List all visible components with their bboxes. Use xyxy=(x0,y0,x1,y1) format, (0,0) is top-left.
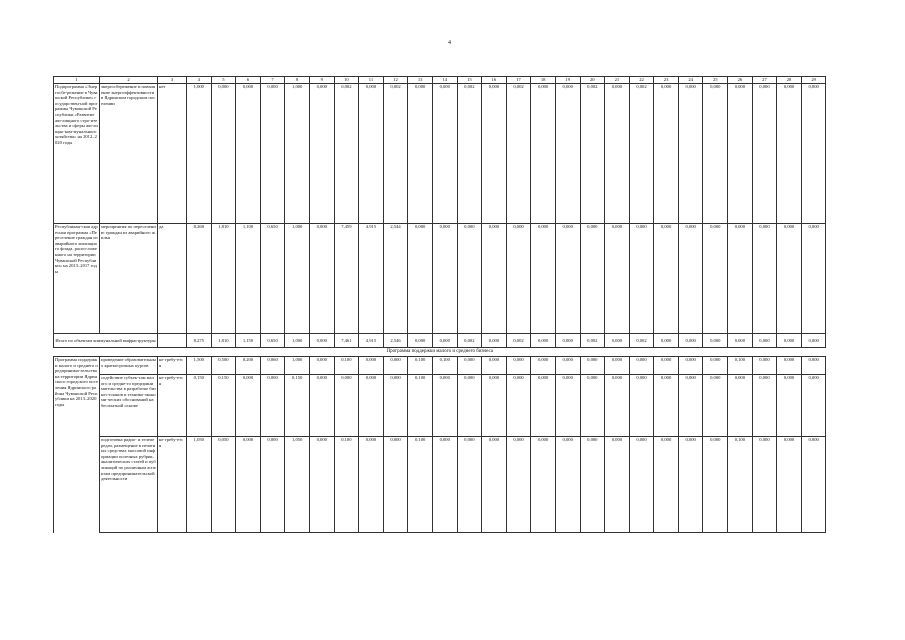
value-cell: 0,000 xyxy=(703,437,728,533)
value-cell: 0,000 xyxy=(506,375,531,437)
value-cell: 0,000 xyxy=(654,437,679,533)
value-cell: 1,000 xyxy=(187,84,212,224)
value-cell: 0,000 xyxy=(457,224,482,334)
value-cell: 0,000 xyxy=(506,437,531,533)
column-number: 14 xyxy=(432,77,457,84)
value-cell: 0,000 xyxy=(777,334,802,348)
value-cell: 1,810 xyxy=(211,224,236,334)
value-cell: 0,000 xyxy=(531,437,556,533)
value-cell: 0,000 xyxy=(605,334,630,348)
value-cell: 0,000 xyxy=(383,357,408,375)
activity-cell: проведение образовательных краткосрочных курсов xyxy=(100,357,158,375)
column-number: 23 xyxy=(654,77,679,84)
value-cell: 2,546 xyxy=(383,334,408,348)
value-cell: 0,002 xyxy=(457,84,482,224)
flag-cell: не требу-ется xyxy=(158,357,187,375)
value-cell: 0,000 xyxy=(236,437,261,533)
activity-cell: энергосбережение и повышение энергоэффективности в Ядринском городском поселении xyxy=(100,84,158,224)
value-cell: 0,000 xyxy=(752,84,777,224)
column-number: 2 xyxy=(100,77,158,84)
value-cell: 0,500 xyxy=(211,357,236,375)
value-cell: 0,002 xyxy=(629,84,654,224)
value-cell: 0,002 xyxy=(383,84,408,224)
value-cell: 0,000 xyxy=(752,357,777,375)
value-cell: 0,000 xyxy=(432,375,457,437)
value-cell: 0,000 xyxy=(654,84,679,224)
value-cell: 0,000 xyxy=(703,224,728,334)
value-cell: 0,000 xyxy=(555,224,580,334)
column-number: 26 xyxy=(728,77,753,84)
value-cell: 0,000 xyxy=(309,334,334,348)
value-cell: 0,000 xyxy=(801,357,826,375)
value-cell: 0,100 xyxy=(432,357,457,375)
value-cell: 0,000 xyxy=(678,84,703,224)
value-cell: 0,000 xyxy=(482,357,507,375)
value-cell: 0,000 xyxy=(580,357,605,375)
value-cell: 0,000 xyxy=(555,437,580,533)
value-cell: 0,000 xyxy=(482,224,507,334)
page-number: 4 xyxy=(448,40,451,46)
value-cell: 0,000 xyxy=(728,375,753,437)
value-cell: 7,459 xyxy=(334,224,359,334)
value-cell: 7,461 xyxy=(334,334,359,348)
value-cell: 0,100 xyxy=(334,437,359,533)
value-cell: 0,000 xyxy=(801,437,826,533)
value-cell: 2,544 xyxy=(383,224,408,334)
value-cell: 0,000 xyxy=(457,375,482,437)
value-cell: 0,000 xyxy=(728,224,753,334)
value-cell: 0,000 xyxy=(408,334,433,348)
value-cell: 0,000 xyxy=(555,375,580,437)
value-cell: 0,000 xyxy=(654,375,679,437)
value-cell: 0,000 xyxy=(260,437,285,533)
value-cell: 0,150 xyxy=(285,375,310,437)
value-cell: 0,150 xyxy=(187,375,212,437)
value-cell: 0,000 xyxy=(383,375,408,437)
value-cell: 1,500 xyxy=(187,357,212,375)
investment-table xyxy=(53,76,826,533)
value-cell: 0,000 xyxy=(605,375,630,437)
value-cell: 0,000 xyxy=(654,224,679,334)
value-cell: 0,000 xyxy=(359,84,384,224)
table-row xyxy=(54,224,826,334)
value-cell: 0,000 xyxy=(678,375,703,437)
value-cell: 0,000 xyxy=(629,437,654,533)
value-cell: 0,000 xyxy=(432,224,457,334)
value-cell: 0,000 xyxy=(629,357,654,375)
value-cell: 0,060 xyxy=(260,357,285,375)
value-cell: 0,100 xyxy=(408,357,433,375)
value-cell: 1,000 xyxy=(285,84,310,224)
program-name-cell: Республикан-ская адресная программа «Переселение граждан из аварийного жилищного фонда, распо-ложенного на территории Чувашской Республики» на 2013–2017 годы xyxy=(54,224,100,334)
value-cell: 0,002 xyxy=(334,84,359,224)
column-number: 5 xyxy=(211,77,236,84)
value-cell: 0,000 xyxy=(309,437,334,533)
value-cell: 0,002 xyxy=(506,334,531,348)
value-cell: 0,000 xyxy=(236,84,261,224)
value-cell: 0,050 xyxy=(211,437,236,533)
value-cell: 1,150 xyxy=(236,334,261,348)
value-cell: 0,000 xyxy=(752,224,777,334)
value-cell: 0,000 xyxy=(383,437,408,533)
value-cell: 0,000 xyxy=(605,437,630,533)
value-cell: 0,002 xyxy=(580,334,605,348)
value-cell: 0,000 xyxy=(211,84,236,224)
value-cell: 0,000 xyxy=(728,334,753,348)
value-cell: 0,000 xyxy=(654,334,679,348)
value-cell: 8,268 xyxy=(187,224,212,334)
activity-cell: содействие субъек-там малого и средне-го предпринимательства в разработке бизнес-планов и технико-экономи-ческих обоснований на бесплатной основе xyxy=(100,375,158,437)
value-cell: 0,000 xyxy=(678,224,703,334)
flag-cell: да xyxy=(158,224,187,334)
value-cell: 0,000 xyxy=(309,375,334,437)
column-number: 11 xyxy=(359,77,384,84)
value-cell: 0,100 xyxy=(408,375,433,437)
value-cell: 0,100 xyxy=(408,437,433,533)
activity-cell: мероприятия по переселению граждан из аварийного жилья xyxy=(100,224,158,334)
column-number: 24 xyxy=(678,77,703,84)
program-name-cell: Подпрограмма «Энергосбе-режение в Чувашской Республике» государствен-ной программы Чувашской Республики «Развитие жи-лищного стро-ительства и сферы жи-лищно-ком-мунального хозяйства» на 2012–2020 годы xyxy=(54,84,100,224)
flag-cell: не требу-ется xyxy=(158,437,187,533)
value-cell: 0,000 xyxy=(728,84,753,224)
value-cell: 1,810 xyxy=(211,334,236,348)
value-cell: 1,000 xyxy=(285,357,310,375)
column-number: 1 xyxy=(54,77,100,84)
value-cell: 0,002 xyxy=(457,334,482,348)
column-number: 27 xyxy=(752,77,777,84)
column-number: 18 xyxy=(531,77,556,84)
value-cell: 0,002 xyxy=(506,84,531,224)
column-number: 13 xyxy=(408,77,433,84)
column-number: 8 xyxy=(285,77,310,84)
value-cell: 0,000 xyxy=(260,84,285,224)
column-number: 10 xyxy=(334,77,359,84)
empty-cell xyxy=(158,334,187,348)
value-cell: 0,000 xyxy=(605,357,630,375)
value-cell: 0,000 xyxy=(801,334,826,348)
value-cell: 0,000 xyxy=(777,437,802,533)
value-cell: 0,000 xyxy=(506,357,531,375)
value-cell: 0,000 xyxy=(531,84,556,224)
table-row xyxy=(54,375,826,437)
value-cell: 0,200 xyxy=(236,357,261,375)
column-number: 19 xyxy=(555,77,580,84)
value-cell: 0,000 xyxy=(482,84,507,224)
value-cell: 0,000 xyxy=(359,437,384,533)
value-cell: 0,000 xyxy=(703,357,728,375)
value-cell: 0,000 xyxy=(432,334,457,348)
table-row xyxy=(54,357,826,375)
column-number: 16 xyxy=(482,77,507,84)
value-cell: 4,915 xyxy=(359,334,384,348)
value-cell: 0,000 xyxy=(531,334,556,348)
value-cell: 0,000 xyxy=(703,84,728,224)
value-cell: 0,000 xyxy=(260,375,285,437)
value-cell: 0,000 xyxy=(629,224,654,334)
value-cell: 0,000 xyxy=(531,224,556,334)
value-cell: 0,000 xyxy=(752,437,777,533)
value-cell: 0,000 xyxy=(457,357,482,375)
table-row xyxy=(54,437,826,533)
column-number: 29 xyxy=(801,77,826,84)
value-cell: 0,650 xyxy=(260,334,285,348)
column-number: 12 xyxy=(383,77,408,84)
value-cell: 0,000 xyxy=(605,224,630,334)
program-name-cell: Программа поддержки малого и среднего предпринима-тельства на территории Ядринского городского поселения Ядринского района Чувашской Республики на 2013–2020 годы xyxy=(54,357,100,533)
value-cell: 0,000 xyxy=(580,224,605,334)
activity-cell: подготовка радио- и телепередач, размещение в печатных средствах массовой информации полезных рубрик, аналитических статей и публикаций по различным аспектам предпринимательской деятельности xyxy=(100,437,158,533)
value-cell: 0,000 xyxy=(801,84,826,224)
value-cell: 0,650 xyxy=(260,224,285,334)
value-cell: 4,915 xyxy=(359,224,384,334)
value-cell: 0,000 xyxy=(752,334,777,348)
value-cell: 0,100 xyxy=(334,357,359,375)
value-cell: 0,000 xyxy=(482,334,507,348)
value-cell: 0,000 xyxy=(703,334,728,348)
value-cell: 0,000 xyxy=(408,84,433,224)
value-cell: 0,000 xyxy=(801,375,826,437)
value-cell: 0,000 xyxy=(457,437,482,533)
value-cell: 0,150 xyxy=(211,375,236,437)
column-number: 7 xyxy=(260,77,285,84)
value-cell: 0,000 xyxy=(678,334,703,348)
value-cell: 0,000 xyxy=(777,224,802,334)
value-cell: 1,100 xyxy=(236,224,261,334)
value-cell: 1,000 xyxy=(285,224,310,334)
value-cell: 0,000 xyxy=(678,357,703,375)
value-cell: 0,000 xyxy=(777,375,802,437)
value-cell: 0,000 xyxy=(678,437,703,533)
value-cell: 0,000 xyxy=(236,375,261,437)
value-cell: 0,000 xyxy=(359,357,384,375)
section-title: Программа поддержки малого и среднего бизнеса xyxy=(54,348,826,357)
table-row xyxy=(54,84,826,224)
column-number-row xyxy=(54,77,826,84)
value-cell: 0,000 xyxy=(531,357,556,375)
value-cell: 0,000 xyxy=(432,437,457,533)
value-cell: 0,000 xyxy=(432,84,457,224)
value-cell: 0,000 xyxy=(580,375,605,437)
flag-cell: нет xyxy=(158,84,187,224)
value-cell: 0,000 xyxy=(309,357,334,375)
column-number: 21 xyxy=(605,77,630,84)
flag-cell: не требу-ется xyxy=(158,375,187,437)
value-cell: 0,000 xyxy=(555,334,580,348)
column-number: 6 xyxy=(236,77,261,84)
value-cell: 0,002 xyxy=(629,334,654,348)
value-cell: 0,000 xyxy=(506,224,531,334)
column-number: 17 xyxy=(506,77,531,84)
value-cell: 0,100 xyxy=(728,357,753,375)
value-cell: 1,050 xyxy=(187,437,212,533)
value-cell: 0,000 xyxy=(752,375,777,437)
table-row xyxy=(54,334,826,348)
table-row xyxy=(54,348,826,357)
value-cell: 0,000 xyxy=(482,375,507,437)
value-cell: 1,000 xyxy=(285,334,310,348)
value-cell: 0,000 xyxy=(777,84,802,224)
value-cell: 0,000 xyxy=(309,84,334,224)
value-cell: 0,000 xyxy=(359,375,384,437)
value-cell: 0,000 xyxy=(555,84,580,224)
column-number: 9 xyxy=(309,77,334,84)
value-cell: 0,000 xyxy=(408,224,433,334)
column-number: 22 xyxy=(629,77,654,84)
value-cell: 0,100 xyxy=(728,437,753,533)
value-cell: 0,002 xyxy=(580,84,605,224)
value-cell: 0,000 xyxy=(482,437,507,533)
value-cell: 0,000 xyxy=(605,84,630,224)
value-cell: 0,000 xyxy=(629,375,654,437)
column-number: 25 xyxy=(703,77,728,84)
column-number: 4 xyxy=(187,77,212,84)
column-number: 20 xyxy=(580,77,605,84)
value-cell: 8,275 xyxy=(187,334,212,348)
value-cell: 0,000 xyxy=(654,357,679,375)
column-number: 3 xyxy=(158,77,187,84)
value-cell: 0,000 xyxy=(580,437,605,533)
value-cell: 0,000 xyxy=(334,375,359,437)
total-label: Итого по объектам коммунальной инфраструктуры xyxy=(54,334,158,348)
column-number: 15 xyxy=(457,77,482,84)
value-cell: 0,000 xyxy=(309,224,334,334)
value-cell: 1,050 xyxy=(285,437,310,533)
value-cell: 0,000 xyxy=(531,375,556,437)
value-cell: 0,000 xyxy=(703,375,728,437)
value-cell: 0,000 xyxy=(801,224,826,334)
value-cell: 0,000 xyxy=(555,357,580,375)
value-cell: 0,000 xyxy=(777,357,802,375)
column-number: 28 xyxy=(777,77,802,84)
